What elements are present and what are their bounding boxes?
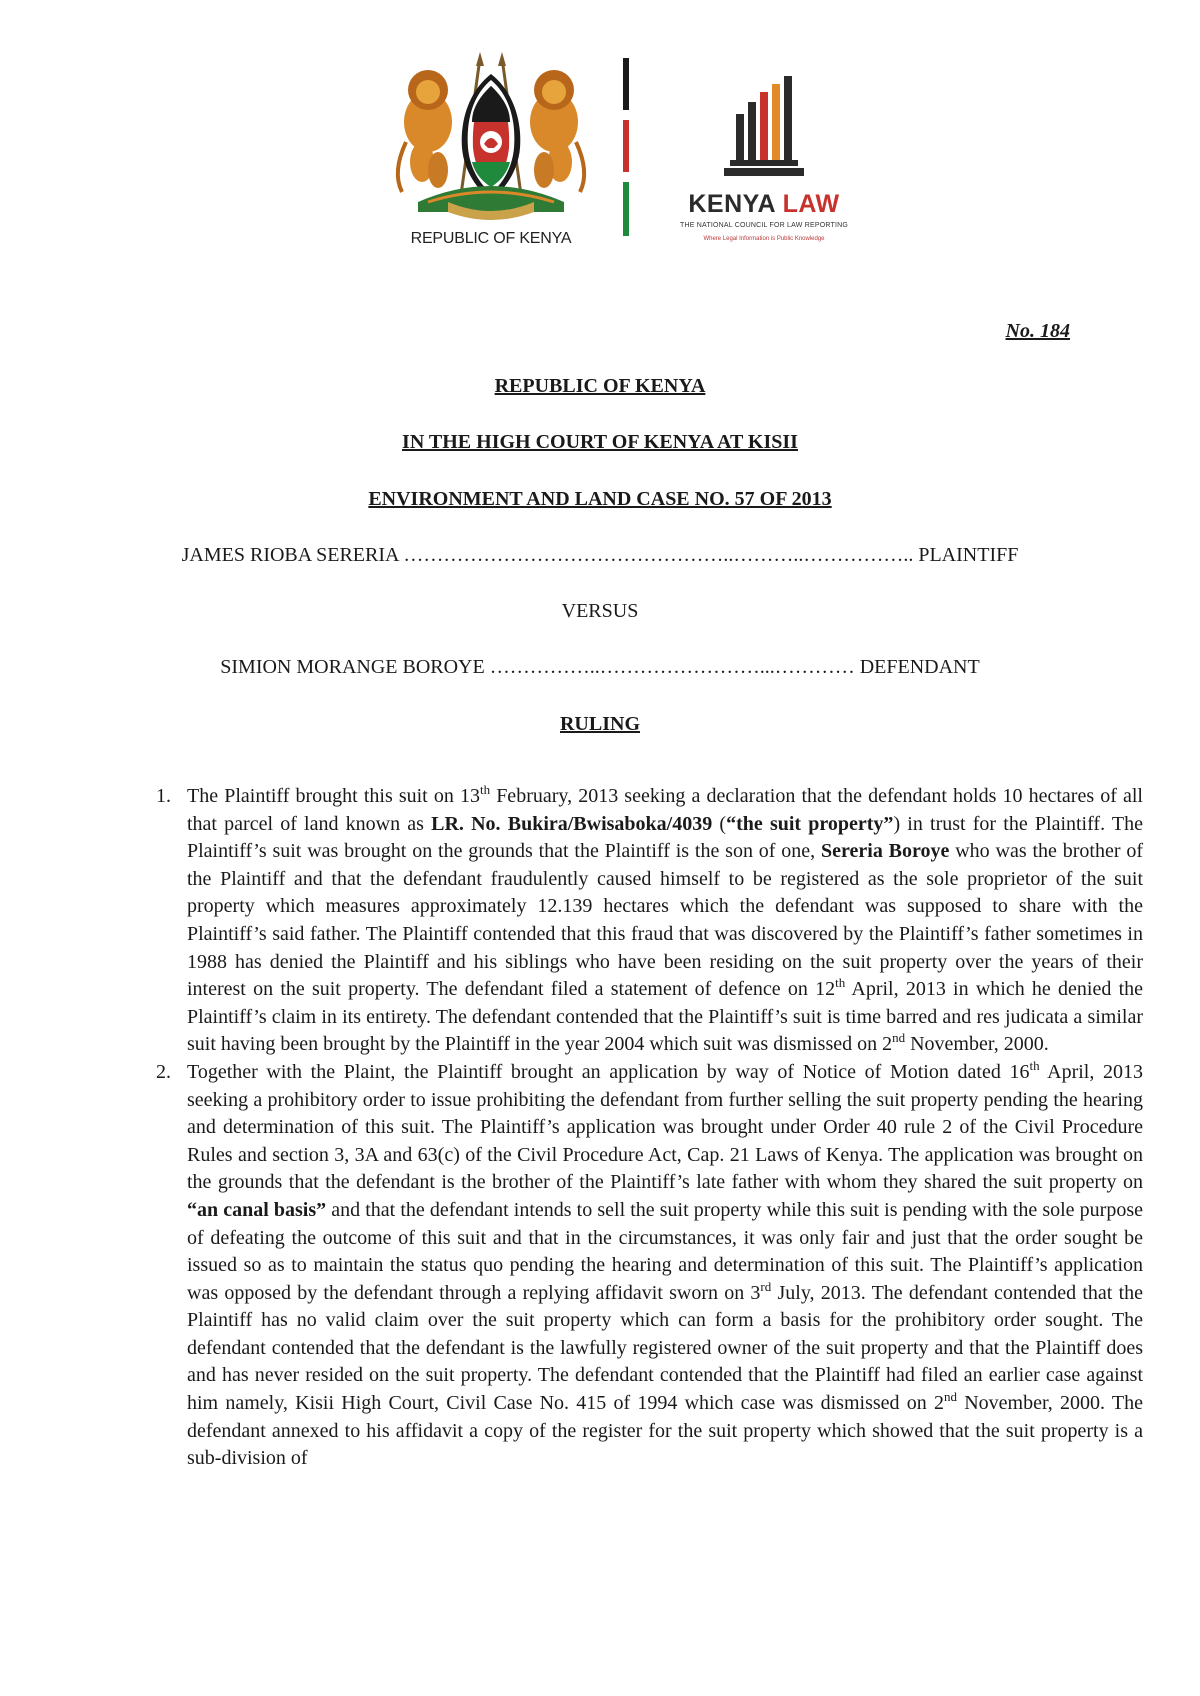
paragraph-text: The Plaintiff brought this suit on 13 [187, 785, 480, 807]
defendant-line [100, 655, 1100, 679]
versus-line: VERSUS [561, 600, 639, 622]
kenya-law-logo [664, 70, 864, 260]
kenya-law-tagline: Where Legal Information is Public Knowledge [703, 236, 825, 242]
paragraph-text: July, 2013. The defendant contended that the Plaintiff has no valid claim over the suit property which can form a basis for the prohibitory order sought. The defendant contended that the defendant is the lawfully registered owner of the suit property and that the Plaintiff does and has never resided on the suit property. The defendant contended that the Plaintiff had filed an earlier case against him namely, Kisii High Court, Civil Case No. 415 of 1994 which case was dismissed on 2 [187, 1281, 1143, 1415]
coat-of-arms-caption: REPUBLIC OF KENYA [410, 230, 572, 247]
ordinal-suffix: nd [892, 1030, 906, 1046]
flag-color-divider [623, 58, 629, 248]
paragraph-text: ) in trust for the Plaintiff. The Plaintiff’s suit was brought on the grounds that the Plaintiff is the son of one, [187, 812, 1143, 863]
paragraph-text: November, 2000. [905, 1033, 1049, 1056]
emphasis-text: LR. No. Bukira/Bwisaboka/4039 [431, 812, 713, 835]
paragraph-text: April, 2013 in which he denied the Plaintiff’s claim in its entirety. The defendant contended that the Plaintiff’s suit is time barred and res judicata a similar suit having been brought by the Plaintiff in the year 2004 which suit was dismissed on 2 [187, 978, 1143, 1056]
kenya-law-pillars-icon [664, 70, 864, 182]
flag-stripe-red [623, 120, 629, 172]
defendant-dots: ……………..……………………...………… [489, 656, 855, 678]
ruling-title: RULING [559, 713, 640, 735]
ordinal-suffix: th [479, 782, 491, 797]
ruling-paragraph [150, 1059, 1143, 1473]
plaintiff-line [100, 543, 1100, 567]
ordinal-suffix: th [1029, 1057, 1040, 1073]
defendant-name: SIMION MORANGE BOROYE [220, 656, 485, 678]
coat-of-arms-emblem-icon [388, 52, 594, 227]
plaintiff-name: JAMES RIOBA SERERIA [181, 544, 399, 566]
emphasis-text: “an canal basis” [187, 1198, 327, 1221]
paragraph-text: November, 2000. The defendant annexed to his affidavit a copy of the register for the suit property which showed that the suit property is a sub-division of [187, 1392, 1143, 1470]
ordinal-suffix: nd [943, 1389, 957, 1405]
flag-stripe-green [623, 182, 629, 236]
kenya-law-subtitle: THE NATIONAL COUNCIL FOR LAW REPORTING [680, 222, 848, 229]
court-heading: IN THE HIGH COURT OF KENYA AT KISII [402, 431, 798, 453]
paragraph-text: Together with the Plaint, the Plaintiff brought an application by way of Notice of Motion dated 16 [187, 1060, 1030, 1083]
plaintiff-dots: …………………………………………..………..…………….. [403, 544, 914, 566]
ordinal-suffix: rd [760, 1278, 772, 1294]
paragraph-text: ( [712, 812, 727, 835]
paragraph-number: 2. [156, 1060, 171, 1083]
republic-heading: REPUBLIC OF KENYA [494, 375, 706, 397]
paragraph-text: February, 2013 seeking a declaration that the defendant holds 10 hectares of all that parcel of land known as [187, 785, 1143, 835]
paragraph-number: 1. [156, 785, 171, 807]
ruling-paragraph [150, 783, 1143, 1059]
case-heading: ENVIRONMENT AND LAND CASE NO. 57 OF 2013 [368, 488, 832, 510]
paragraph-text: who was the brother of the Plaintiff and that the defendant fraudulently caused himself to be registered as the sole proprietor of the suit property which measures approximately 12.139 hectares which the defendant was supposed to share with the Plaintiff’s said father. The Plaintiff contended that this fraud that was discovered by the Plaintiff’s father sometimes in 1988 has denied the Plaintiff and his siblings who have been residing on the suit property over the years of their interest on the suit property. The defendant filed a statement of defence on 12 [187, 840, 1143, 1001]
kenya-coat-of-arms [388, 52, 594, 252]
plaintiff-role: PLAINTIFF [918, 544, 1019, 566]
ordinal-suffix: th [835, 975, 846, 991]
paragraph-text: April, 2013 seeking a prohibitory order to issue prohibiting the defendant from further selling the suit property pending the hearing and determination of this suit. The Plaintiff’s application was brought under Order 40 rule 2 of the Civil Procedure Rules and section 3, 3A and 63(c) of the Civil Procedure Act, Cap. 21 Laws of Kenya. The application was brought on the grounds that the defendant is the brother of the Plaintiff’s late father with whom they shared the suit property on [187, 1060, 1143, 1194]
paragraph-text: and that the defendant intends to sell the suit property while this suit is pending with the sole purpose of defeating the outcome of this suit and that in the circumstances, it was only fair and just that the order sought be issued so as to maintain the status quo pending the hearing and determination of this suit. The Plaintiff’s application was opposed by the defendant through a replying affidavit sworn on 3 [187, 1198, 1143, 1304]
emphasis-text: Sereria Boroye [821, 840, 950, 863]
defendant-role: DEFENDANT [859, 656, 980, 678]
flag-stripe-black [623, 58, 629, 110]
kenya-law-wordmark: KENYA LAW [688, 190, 840, 218]
document-number: No. 184 [1005, 320, 1070, 342]
ruling-paragraphs [150, 783, 1143, 1473]
emphasis-text: “the suit property” [726, 812, 894, 835]
